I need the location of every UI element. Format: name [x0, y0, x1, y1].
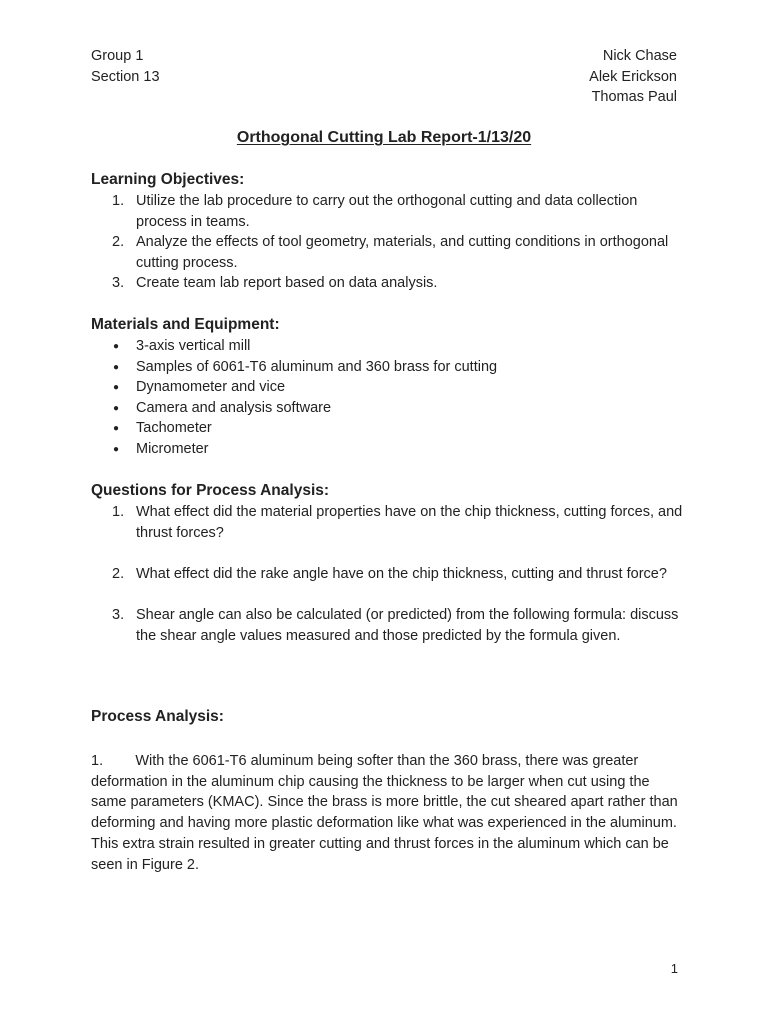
list-item-text: Dynamometer and vice [136, 379, 286, 396]
list-number: 2. [112, 234, 125, 251]
list-item-text: Create team lab report based on data analysis. [136, 275, 438, 292]
list-item [91, 418, 691, 439]
process-analysis-heading: Process Analysis: [91, 708, 224, 725]
list-item-text: 3-axis vertical mill [136, 338, 251, 354]
list-number: 3. [112, 606, 125, 623]
list-item-text: Utilize the lab procedure to carry out the orthogonal cutting and data collection process in teams. [136, 193, 638, 230]
bullet-icon: ● [113, 443, 120, 455]
list-item-text: Samples of 6061-T6 aluminum and 360 brass for cutting [136, 358, 498, 375]
list-item [91, 357, 691, 378]
process-analysis-paragraph: 1. With the 6061-T6 aluminum being softer than the 360 brass, there was greater deformation in the aluminum chip causing the thickness to be larger when cut using the same parameters (KMAC). Since the brass is more brittle, the cut sheared apart rather than deforming and having more plastic deformation like what was experienced in the aluminum. This extra strain resulted in greater cutting and thrust forces in the aluminum which can be seen in Figure 2. [91, 753, 678, 873]
list-item [91, 377, 691, 398]
list-item [91, 336, 691, 357]
list-item [91, 273, 691, 294]
learning-objectives-heading: Learning Objectives: [91, 171, 245, 188]
list-item-text: Shear angle can also be calculated (or predicted) from the following formula: discuss the shear angle values measured and those predicted by the formula given. [136, 606, 679, 644]
bullet-icon: ● [113, 382, 120, 394]
bullet-icon: ● [113, 341, 120, 352]
list-item [91, 398, 691, 419]
list-number: 2. [112, 565, 125, 582]
list-item-text: Analyze the effects of tool geometry, materials, and cutting conditions in orthogonal cutting process. [136, 234, 669, 271]
author-name: Nick Chase [602, 48, 677, 64]
learning-objectives-list [91, 191, 691, 294]
author-name: Thomas Paul [591, 89, 677, 105]
list-item-text: What effect did the material properties have on the chip thickness, cutting forces, and thrust forces? [136, 504, 683, 541]
list-item-text: Micrometer [136, 440, 209, 457]
header-section: Section 13 [91, 68, 160, 85]
author-name: Alek Erickson [589, 68, 677, 85]
list-number: 1. [112, 193, 125, 209]
materials-list [91, 336, 691, 460]
questions-heading: Questions for Process Analysis: [91, 482, 330, 499]
list-item [91, 564, 691, 585]
list-item-text: What effect did the rake angle have on the chip thickness, cutting and thrust force? [136, 565, 667, 582]
list-item-text: Tachometer [136, 420, 212, 437]
bullet-icon: ● [113, 361, 120, 373]
bullet-icon: ● [113, 423, 120, 435]
list-item-text: Camera and analysis software [136, 399, 332, 416]
page-number: 1 [670, 961, 678, 976]
header-group: Group 1 [91, 48, 144, 64]
list-number: 1. [112, 504, 125, 520]
materials-heading: Materials and Equipment: [91, 316, 280, 333]
list-item [91, 232, 691, 273]
list-item [91, 439, 691, 460]
list-item [91, 502, 691, 543]
list-item [91, 605, 691, 646]
questions-list [91, 502, 691, 667]
list-number: 3. [112, 275, 125, 292]
list-item [91, 191, 691, 232]
header-group-section [91, 46, 160, 87]
bullet-icon: ● [113, 402, 120, 414]
header-authors [589, 46, 677, 108]
page-title: Orthogonal Cutting Lab Report-1/13/20 [236, 129, 532, 146]
